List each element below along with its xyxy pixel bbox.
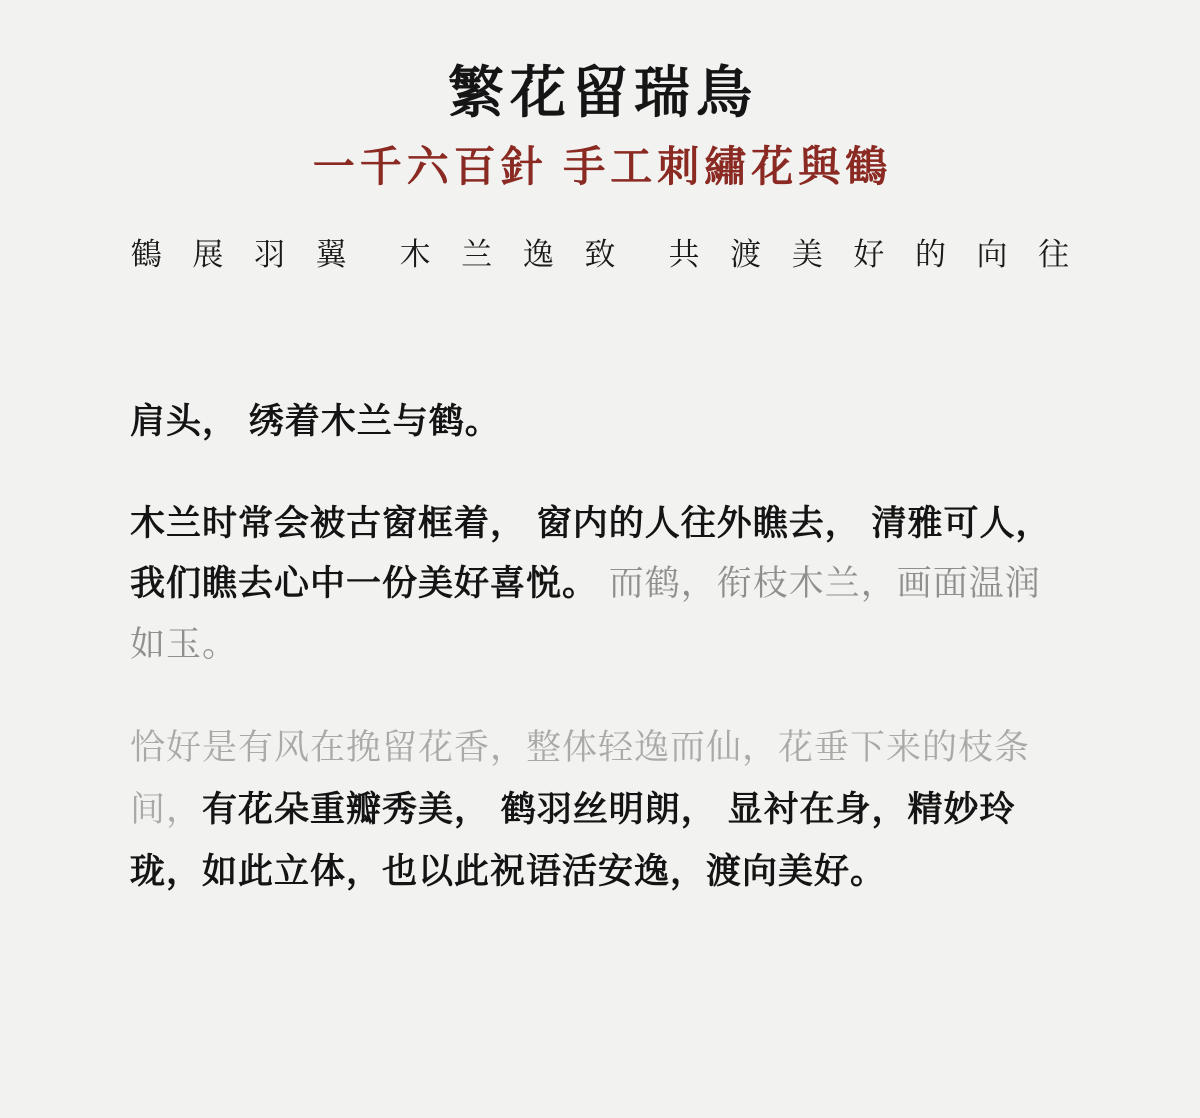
tagline: 鶴 展 羽 翼 木 兰 逸 致 共 渡 美 好 的 向 往 <box>130 237 1081 273</box>
paragraph-2 <box>130 494 1070 675</box>
header-block <box>0 0 1200 274</box>
paragraph-1-text: 肩头， 绣着木兰与鹤。 <box>130 402 501 442</box>
paragraph-3-strong-text: 有花朵重瓣秀美， 鹤羽丝明朗， 显衬在身，精妙玲珑，如此立体，也以此祝语活安逸，渡向美好。 <box>130 790 1016 892</box>
paragraph-2-muted-text: 而鹤，衔枝木兰，画面温润如玉。 <box>130 564 1041 664</box>
paragraph-2-strong-text: 木兰时常会被古窗框着， 窗内的人往外瞧去， 清雅可人，我们瞧去心中一份美好喜悦。 <box>130 504 1052 604</box>
paragraph-3-muted-text: 恰好是有风在挽留花香，整体轻逸而仙，花垂下来的枝条 间， <box>130 727 1031 830</box>
page-title: 繁花留瑞鳥 <box>448 63 758 125</box>
body-copy <box>0 274 1200 904</box>
paragraph-3 <box>130 717 1070 904</box>
paragraph-1 <box>130 392 1070 452</box>
page-subtitle: 一千六百針 手工刺繡花與鶴 <box>312 145 893 192</box>
